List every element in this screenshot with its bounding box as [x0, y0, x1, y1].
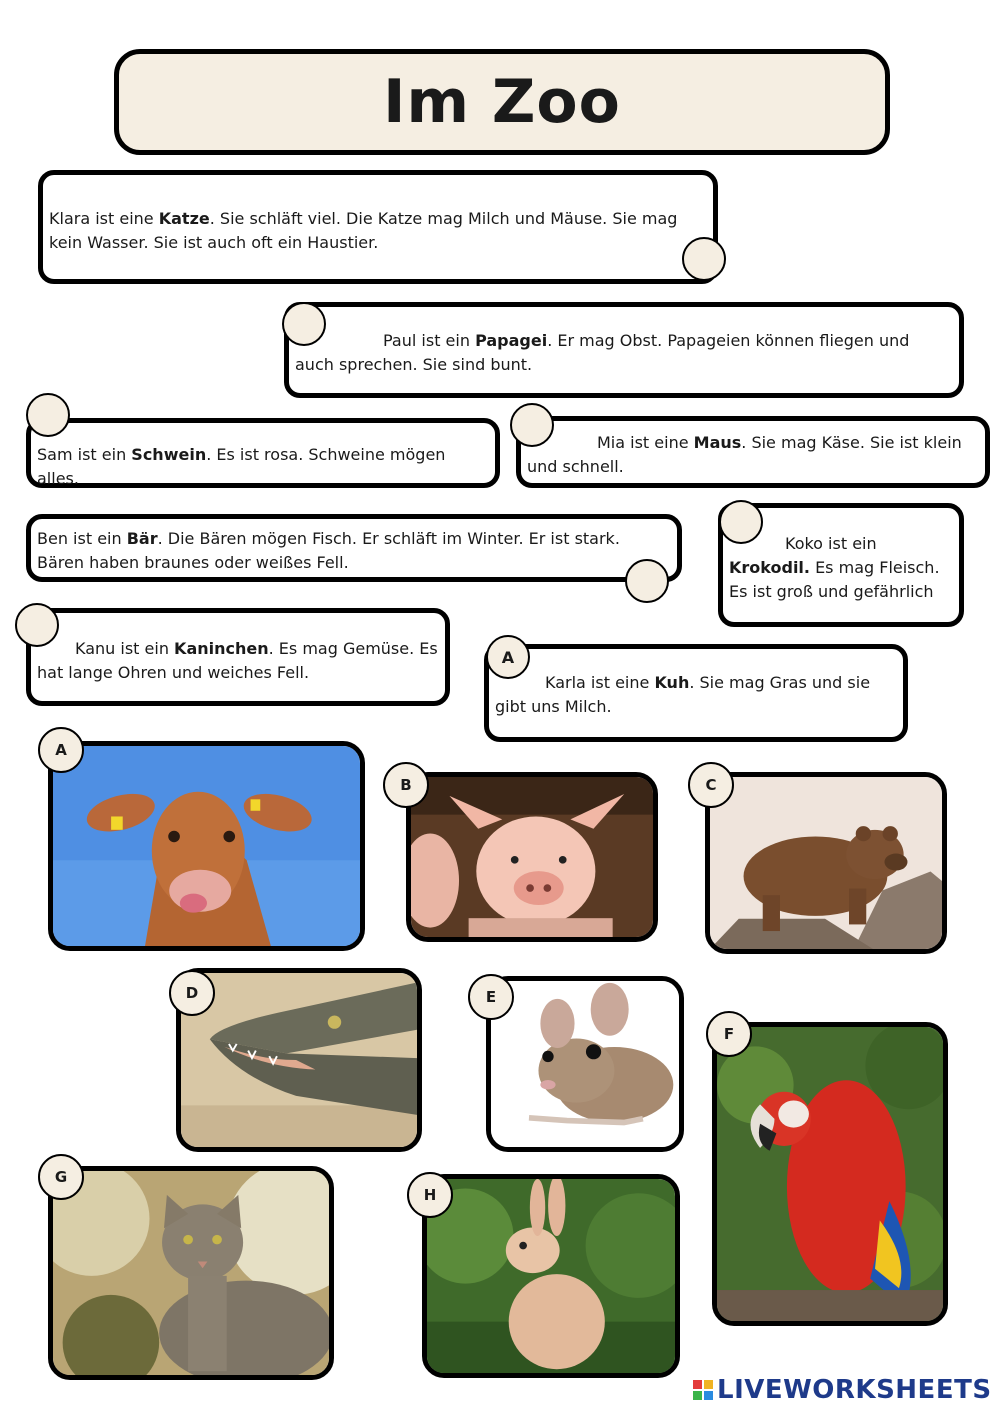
text-box-kaninchen: [26, 608, 450, 706]
photo-label-d: D: [169, 970, 215, 1016]
text-box-papagei: [284, 302, 964, 398]
photo-parrot: [712, 1022, 948, 1326]
photo-label-a: A: [38, 727, 84, 773]
photo-label-b: B: [383, 762, 429, 808]
answer-field-schwein[interactable]: [26, 393, 70, 437]
answer-field-katze[interactable]: [682, 237, 726, 281]
photo-cow: [48, 741, 365, 951]
text-baer: Ben ist ein Bär. Die Bären mögen Fisch. Er schläft im Winter. Er ist stark. Bären haben braunes oder weißes Fell.: [37, 529, 620, 572]
answer-field-papagei[interactable]: [282, 302, 326, 346]
liveworksheets-logo: [693, 1375, 992, 1405]
text-kaninchen: Kanu ist ein Kaninchen. Es mag Gemüse. Es hat lange Ohren und weiches Fell.: [37, 639, 438, 682]
answer-field-kuh[interactable]: A: [486, 635, 530, 679]
text-box-maus: [516, 416, 990, 488]
photo-mouse: [486, 976, 684, 1152]
photo-label-g: G: [38, 1154, 84, 1200]
photo-pig: [406, 772, 658, 942]
answer-field-baer[interactable]: [625, 559, 669, 603]
text-box-katze: [38, 170, 718, 284]
photo-label-h: H: [407, 1172, 453, 1218]
answer-field-maus[interactable]: [510, 403, 554, 447]
text-krokodil: Koko ist ein Krokodil. Es mag Fleisch. Es ist groß und gefährlich: [729, 534, 940, 601]
text-box-schwein: [26, 418, 500, 488]
text-schwein: Sam ist ein Schwein. Es ist rosa. Schweine mögen alles.: [37, 445, 446, 488]
text-box-kuh: [484, 644, 908, 742]
logo-mark-icon: [693, 1380, 713, 1400]
text-kuh: Karla ist eine Kuh. Sie mag Gras und sie gibt uns Milch.: [495, 673, 871, 716]
answer-field-kaninchen[interactable]: [15, 603, 59, 647]
page-title: Im Zoo: [383, 67, 621, 137]
text-box-baer: [26, 514, 682, 582]
title-banner: [114, 49, 890, 155]
text-maus: Mia ist eine Maus. Sie mag Käse. Sie ist klein und schnell.: [527, 433, 962, 476]
photo-label-e: E: [468, 974, 514, 1020]
text-papagei: Paul ist ein Papagei. Er mag Obst. Papageien können fliegen und auch sprechen. Sie sind bunt.: [295, 331, 910, 374]
photo-cat: [48, 1166, 334, 1380]
answer-field-krokodil[interactable]: [719, 500, 763, 544]
photo-label-c: C: [688, 762, 734, 808]
text-katze: Klara ist eine Katze. Sie schläft viel. Die Katze mag Milch und Mäuse. Sie mag kein Wasser. Sie ist auch oft ein Haustier.: [49, 209, 678, 252]
photo-label-f: F: [706, 1011, 752, 1057]
photo-bear: [705, 772, 947, 954]
logo-text: LIVEWORKSHEETS: [717, 1375, 992, 1405]
photo-rabbit: [422, 1174, 680, 1378]
